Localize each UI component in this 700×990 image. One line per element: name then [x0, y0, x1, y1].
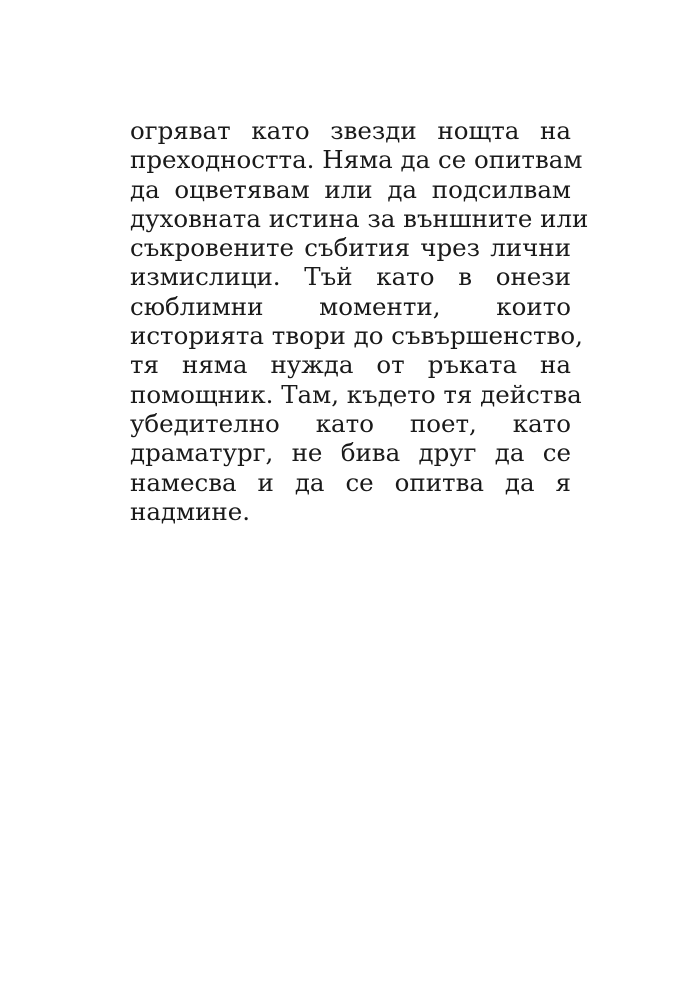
text-line: намесва и да се опитва да я [130, 467, 571, 497]
body-paragraph [130, 116, 589, 526]
text-line: историята твори до съвършенство, [130, 321, 583, 351]
text-line: духовната истина за външните или [130, 203, 589, 233]
text-line: помощник. Там, където тя действа [130, 379, 582, 409]
text-line: да оцветявам или да подсилвам [130, 174, 571, 204]
text-line: убедително като поет, като [130, 408, 571, 438]
text-line: надмине. [130, 496, 251, 526]
text-line: сюблимни моменти, които [130, 291, 571, 321]
text-line: преходността. Няма да се опитвам [130, 145, 583, 175]
text-line: измислици. Тъй като в онези [130, 262, 571, 292]
text-line: тя няма нужда от ръката на [130, 350, 571, 380]
text-line: огряват като звезди нощта на [130, 116, 571, 145]
text-line: съкровените събития чрез лични [130, 233, 571, 263]
text-line: драматург, не бива друг да се [130, 438, 571, 468]
